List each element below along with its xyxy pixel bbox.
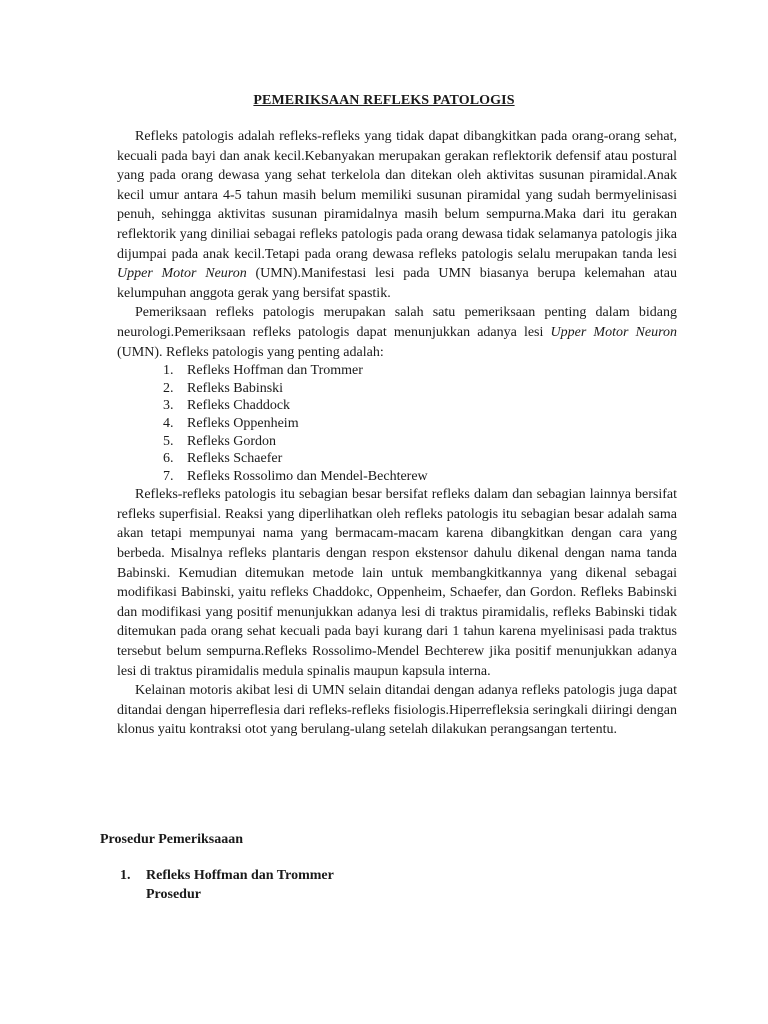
list-item-label: Refleks Hoffman dan Trommer (187, 363, 363, 379)
paragraph-reflex-types: Refleks-refleks patologis itu sebagian besar bersifat refleks dalam dan sebagian lainnya bersifat refleks superfisial. Reaksi yang diperlihatkan oleh refleks patologis itu sebagian besar adalah sama akan tetapi mempunyai nama yang bermacam-macam karena dibangkitkan dengan cara yang berbeda. Misalnya refleks plantaris dengan respon ekstensor dahulu dikenal dengan nama tanda Babinski. Kemudian ditemukan metode lain untuk membangkitkannya yang dikenal sebagai modifikasi Babinski, yaitu refleks Chaddokc, Oppenheim, Schaefer, dan Gordon. Refleks Babinski dan modifikasi yang positif menunjukkan adanya lesi di traktus piramidalis, refleks Babinski tidak ditemukan pada orang sehat kecuali pada bayi kurang dari 1 tahun karena myelinisasi pada traktus tersebut belum sempurna.Refleks Rossolimo-Mendel Bechterew jika positif menunjukkan adanya lesi di traktus piramidalis medula spinalis maupun kapsula interna. (117, 487, 677, 679)
list-item-label: Refleks Babinski (187, 380, 284, 396)
list-item (163, 433, 677, 451)
list-item-label: Refleks Oppenheim (187, 415, 299, 431)
subsection-label: Refleks Hoffman dan Trommer (146, 868, 334, 883)
list-item (163, 468, 677, 486)
list-item (163, 397, 677, 415)
section-heading: Prosedur Pemeriksaaan (100, 832, 243, 847)
paragraph-importance (117, 303, 677, 362)
list-item-number: 2. (163, 380, 174, 396)
list-item-label: Refleks Gordon (187, 433, 277, 449)
list-item (163, 450, 677, 468)
paragraph-intro-text-a: Refleks patologis adalah refleks-refleks yang tidak dapat dibangkitkan pada orang-orang sehat, kecuali pada bayi dan anak kecil.Kebanyakan merupakan gerakan reflektorik defensif atau postural yang pada orang dewasa yang sehat terkelola dan ditekan oleh aktivitas susunan piramidal.Anak kecil umur antara 4-5 tahun masih belum memiliki susunan piramidal yang sudah bermyelinisasi penuh, sehingga aktivitas susunan piramidalnya masih belum sempurna.Maka dari itu gerakan reflektorik yang diniliai sebagai refleks patologis pada orang dewasa tidak selamanya patologis jika dijumpai pada anak kecil.Tetapi pada orang dewasa refleks patologis selalu merupakan tanda lesi (117, 129, 677, 262)
list-item-label: Refleks Schaefer (187, 451, 283, 467)
paragraph-intro-italic: Upper Motor Neuron (117, 266, 247, 282)
reflex-list (117, 362, 677, 485)
list-item-number: 7. (163, 468, 174, 484)
paragraph-intro-text-b: (UMN).Manifestasi lesi pada UMN biasanya berupa kelemahan atau kelumpuhan anggota gerak yang bersifat spastik. (117, 266, 677, 301)
list-item-number: 3. (163, 398, 174, 414)
list-item-number: 5. (163, 433, 174, 449)
paragraph-motor-disorder: Kelainan motoris akibat lesi di UMN selain ditandai dengan adanya refleks patologis juga dapat ditandai dengan hiperreflesia dari refleks-refleks fisiologis.Hiperrefleksia seringkali diiringi dengan klonus yaitu kontraksi otot yang berulang-ulang setelah dilakukan perangsangan tertentu. (117, 683, 677, 738)
list-item-number: 1. (163, 363, 174, 379)
list-item (163, 362, 677, 380)
subsection-subheading: Prosedur (146, 887, 201, 902)
document-title: PEMERIKSAAN REFLEKS PATOLOGIS (253, 93, 515, 108)
list-item (163, 415, 677, 433)
paragraph-importance-text-a: Pemeriksaan refleks patologis merupakan salah satu pemeriksaan penting dalam bidang neurologi.Pemeriksaan refleks patologis dapat menunjukkan adanya lesi (117, 305, 677, 340)
list-item (163, 380, 677, 398)
list-item-label: Refleks Chaddock (187, 398, 291, 414)
subsection-heading (120, 866, 334, 904)
paragraph-importance-italic: Upper Motor Neuron (550, 324, 677, 340)
list-item-number: 4. (163, 415, 174, 431)
paragraph-intro (117, 127, 677, 303)
list-item-number: 6. (163, 451, 174, 467)
paragraph-importance-text-b: (UMN). Refleks patologis yang penting adalah: (117, 344, 384, 360)
subsection-number: 1. (120, 868, 131, 883)
list-item-label: Refleks Rossolimo dan Mendel-Bechterew (187, 468, 428, 484)
document-body (117, 127, 677, 740)
